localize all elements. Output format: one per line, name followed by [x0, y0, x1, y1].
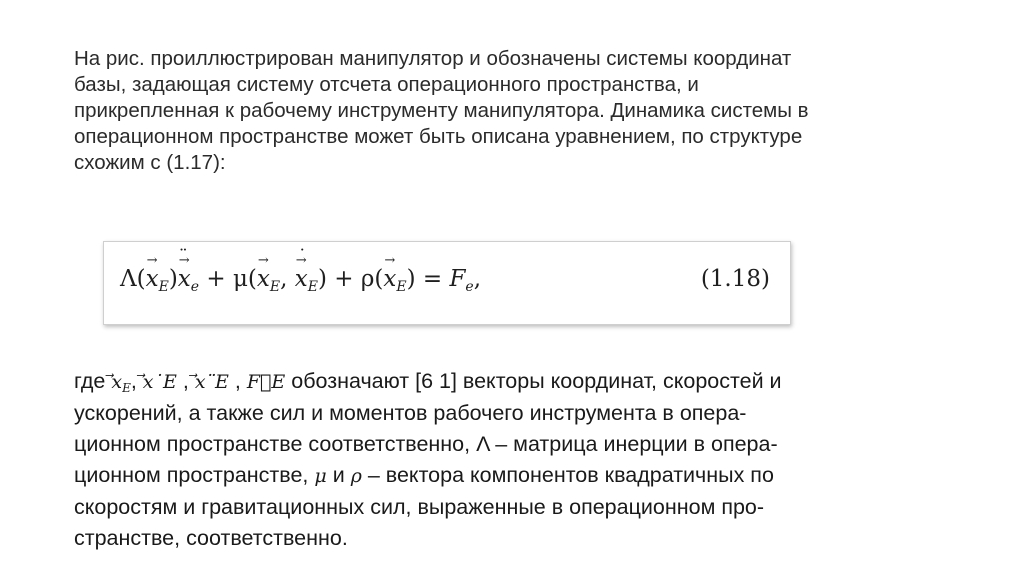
paren-close: ): [168, 266, 178, 292]
plus-sign: +: [326, 266, 361, 292]
math-rho: ρ: [350, 465, 362, 487]
vector-x-dot: → x ˙: [295, 266, 308, 292]
intro-line: операционном пространстве может быть описана уравнением, по структуре: [74, 125, 803, 148]
intro-line: прикрепленная к рабочему инструменту манипулятора. Динамика системы в: [74, 99, 809, 122]
text-where: где: [74, 369, 112, 393]
equation-number: (1.18): [700, 266, 770, 292]
subscript-e-lower: e: [465, 279, 474, 295]
vector-x-ddot: → x ¨: [178, 266, 191, 292]
comma: ,: [280, 266, 295, 292]
description-line: ционном пространстве, μ и ρ – вектора компонентов квадратичных по: [74, 463, 774, 487]
description-line: странстве, соответственно.: [74, 526, 348, 550]
math-vector-x: $⃗x_E$: [111, 371, 131, 395]
description-line: ционном пространстве соответственно, Λ – матрица инерции в опера-: [74, 432, 778, 456]
plus-sign: +: [199, 266, 233, 292]
rho-symbol: ρ(: [360, 266, 384, 292]
intro-line: базы, задающая систему отсчета операционного пространства, и: [74, 73, 699, 96]
description-line: [74, 366, 994, 398]
separator: ,: [130, 369, 143, 393]
text-description: обозначают [6 1] векторы координат, скоростей и: [285, 369, 782, 393]
equals-sign: ) =: [406, 266, 450, 292]
math-mu: μ: [314, 465, 327, 487]
description-paragraph: [74, 366, 994, 554]
math-vector-x-ddot: ⃗x¨E: [194, 371, 229, 393]
vector-x: → x: [257, 266, 270, 292]
intro-line: На рис. проиллюстрирован манипулятор и обозначены системы координат: [74, 47, 792, 70]
math-vector-x-dot: ⃗x˙E: [142, 371, 177, 393]
vector-x: → x: [383, 266, 396, 292]
math-vector-force: F⃗E: [246, 371, 286, 393]
separator: ,: [176, 369, 195, 393]
force-symbol: F: [449, 266, 466, 292]
mu-symbol: μ(: [232, 266, 257, 292]
subscript-e-lower: e: [190, 279, 200, 295]
subscript-e-upper: E: [396, 279, 407, 295]
intro-paragraph: [74, 46, 954, 176]
equation-formula: [120, 266, 482, 295]
equation-box: [103, 241, 791, 325]
subscript-e-upper: E: [269, 279, 281, 295]
subscript-e-upper: E: [307, 279, 318, 295]
paren-close: ): [317, 266, 327, 292]
description-line: ускорений, а также сил и моментов рабочего инструмента в опера-: [74, 401, 747, 425]
equation-end-comma: ,: [473, 266, 482, 292]
separator: ,: [228, 369, 247, 393]
intro-line: схожим с (1.17):: [74, 151, 226, 174]
description-line: скоростям и гравитационных сил, выраженные в операционном про-: [74, 495, 765, 519]
subscript-e-upper: E: [158, 279, 169, 295]
vector-x: → x: [146, 266, 159, 292]
lambda-symbol: Λ(: [120, 266, 146, 292]
